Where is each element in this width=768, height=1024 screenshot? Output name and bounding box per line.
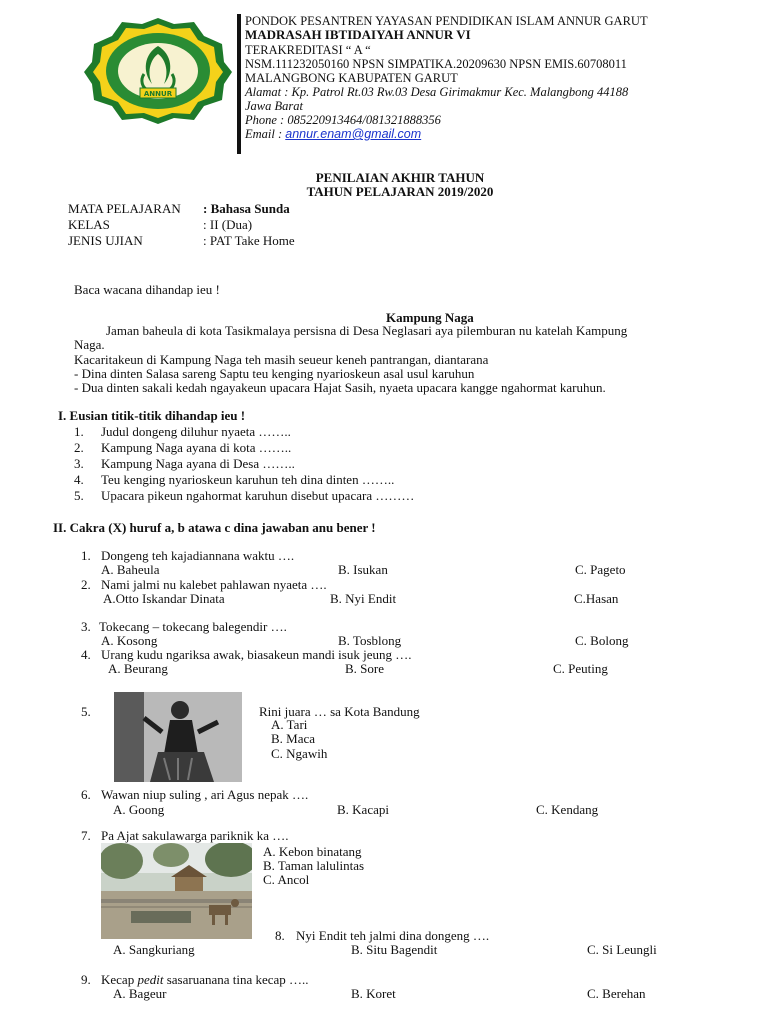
q3-text: Tokecang – tokecang balegendir …. (99, 619, 287, 634)
s1-item-text: Kampung Naga ayana di kota …….. (101, 440, 292, 455)
q3-num: 3. (81, 619, 91, 634)
reading-title: Kampung Naga (386, 310, 474, 325)
q7-option-c[interactable]: C. Ancol (263, 872, 310, 887)
logo-banner-text: ANNUR (143, 90, 173, 98)
q9-text-italic: pedit (137, 972, 164, 987)
q9-num: 9. (81, 972, 91, 987)
subject-value: : Bahasa Sunda (203, 201, 290, 216)
q1-text: Dongeng teh kajadiannana waktu …. (101, 548, 295, 563)
header-address-2: Jawa Barat (245, 99, 303, 113)
header-separator (237, 14, 241, 154)
exam-type-value: : PAT Take Home (203, 233, 295, 248)
q8-option-a[interactable]: A. Sangkuriang (113, 942, 195, 957)
zoo-photo (101, 843, 252, 939)
q3-option-c[interactable]: C. Bolong (575, 633, 629, 648)
q5-option-a[interactable]: A. Tari (271, 717, 308, 732)
exam-title: PENILAIAN AKHIR TAHUN (315, 170, 485, 185)
section-1-heading: I. Eusian titik-titik dihandap ieu ! (58, 408, 246, 423)
q9-text-post: sasaruanana tina kecap ….. (163, 972, 309, 987)
q1-option-b[interactable]: B. Isukan (338, 562, 388, 577)
reading-paragraph-1b: Naga. (74, 337, 105, 352)
q4-option-b[interactable]: B. Sore (345, 661, 384, 676)
q5-text: Rini juara … sa Kota Bandung (259, 704, 420, 719)
s1-item-text: Judul dongeng diluhur nyaeta …….. (101, 424, 291, 439)
header-phone: Phone : 085220913464/081321888356 (245, 113, 441, 127)
q1-option-a[interactable]: A. Baheula (101, 562, 160, 577)
q8-num: 8. (275, 928, 285, 943)
q2-option-a[interactable]: A.Otto Iskandar Dinata (103, 591, 225, 606)
exam-year: TAHUN PELAJARAN 2019/2020 (306, 184, 494, 199)
q1-option-c[interactable]: C. Pageto (575, 562, 626, 577)
q7-option-b[interactable]: B. Taman lalulintas (263, 858, 365, 873)
class-label: KELAS (68, 217, 110, 232)
reading-paragraph-1: Jaman baheula di kota Tasikmalaya persisna di Desa Neglasari aya pilemburan nu katelah Kampung (106, 323, 628, 338)
s1-item-num: 3. (74, 456, 84, 471)
s1-item-num: 2. (74, 440, 84, 455)
q5-option-c[interactable]: C. Ngawih (271, 746, 328, 761)
section-2-heading: II. Cakra (X) huruf a, b atawa c dina jawaban anu bener ! (53, 520, 376, 535)
q4-option-c[interactable]: C. Peuting (553, 661, 608, 676)
subject-label: MATA PELAJARAN (68, 201, 181, 216)
q5-option-b[interactable]: B. Maca (271, 731, 316, 746)
q6-option-a[interactable]: A. Goong (113, 802, 165, 817)
q2-text: Nami jalmi nu kalebet pahlawan nyaeta …. (101, 577, 327, 592)
reading-paragraph-2: Kacaritakeun di Kampung Naga teh masih seueur keneh pantrangan, diantarana (74, 352, 489, 367)
q7-option-a[interactable]: A. Kebon binatang (263, 844, 362, 859)
exam-type-label: JENIS UJIAN (68, 233, 143, 248)
q4-text: Urang kudu ngariksa awak, biasakeun mandi isuk jeung …. (101, 647, 412, 662)
q6-option-b[interactable]: B. Kacapi (337, 802, 389, 817)
reading-bullet-1: - Dina dinten Salasa sareng Saptu teu kenging nyarioskeun asal usul karuhun (74, 366, 475, 381)
zoo-scene (101, 843, 252, 939)
q9-text-pre: Kecap (101, 972, 138, 987)
q6-text: Wawan niup suling , ari Agus nepak …. (101, 787, 309, 802)
header-line-4: NSM.111232050160 NPSN SIMPATIKA.20209630 NPSN EMIS.60708011 (245, 57, 627, 71)
dancer-photo (114, 692, 242, 782)
q8-option-c[interactable]: C. Si Leungli (587, 942, 657, 957)
email-label: Email : (245, 127, 286, 141)
q7-text: Pa Ajat sakulawarga pariknik ka …. (101, 828, 289, 843)
q2-option-b[interactable]: B. Nyi Endit (330, 591, 397, 606)
reading-bullet-2: - Dua dinten sakali kedah ngayakeun upacara Hajat Sasih, nyaeta upacara kangge ngahormat karuhun. (74, 380, 606, 395)
reading-instruction: Baca wacana dihandap ieu ! (74, 282, 220, 297)
header-line-3: TERAKREDITASI “ A “ (245, 43, 371, 57)
dancer-figure (114, 692, 242, 782)
q3-option-b[interactable]: B. Tosblong (338, 633, 402, 648)
q6-option-c[interactable]: C. Kendang (536, 802, 599, 817)
q7-num: 7. (81, 828, 91, 843)
q8-text: Nyi Endit teh jalmi dina dongeng …. (296, 928, 490, 943)
header-address: Alamat : Kp. Patrol Rt.03 Rw.03 Desa Girimakmur Kec. Malangbong 44188 (245, 85, 629, 99)
q6-num: 6. (81, 787, 91, 802)
q3-option-a[interactable]: A. Kosong (101, 633, 158, 648)
class-value: : II (Dua) (203, 217, 253, 232)
s1-item-text: Teu kenging nyarioskeun karuhun teh dina dinten …….. (101, 472, 395, 487)
header-email-row (245, 127, 421, 141)
q9-option-b[interactable]: B. Koret (351, 986, 396, 1001)
school-logo (82, 14, 234, 126)
header-line-2: MADRASAH IBTIDAIYAH ANNUR VI (245, 27, 471, 42)
q2-option-c[interactable]: C.Hasan (574, 591, 619, 606)
q4-num: 4. (81, 647, 91, 662)
s1-item-text: Kampung Naga ayana di Desa …….. (101, 456, 295, 471)
email-link[interactable]: annur.enam@gmail.com (285, 127, 422, 141)
q4-option-a[interactable]: A. Beurang (108, 661, 168, 676)
q9-option-a[interactable]: A. Bageur (113, 986, 167, 1001)
s1-item-text: Upacara pikeun ngahormat karuhun disebut upacara ……… (101, 488, 415, 503)
header-line-1: PONDOK PESANTREN YAYASAN PENDIDIKAN ISLAM ANNUR GARUT (245, 14, 648, 28)
s1-item-num: 5. (74, 488, 84, 503)
q8-option-b[interactable]: B. Situ Bagendit (351, 942, 438, 957)
s1-item-num: 1. (74, 424, 84, 439)
header-line-5: MALANGBONG KABUPATEN GARUT (245, 71, 458, 85)
q9-option-c[interactable]: C. Berehan (587, 986, 646, 1001)
q2-num: 2. (81, 577, 91, 592)
q1-num: 1. (81, 548, 91, 563)
q5-num: 5. (81, 704, 91, 719)
s1-item-num: 4. (74, 472, 84, 487)
